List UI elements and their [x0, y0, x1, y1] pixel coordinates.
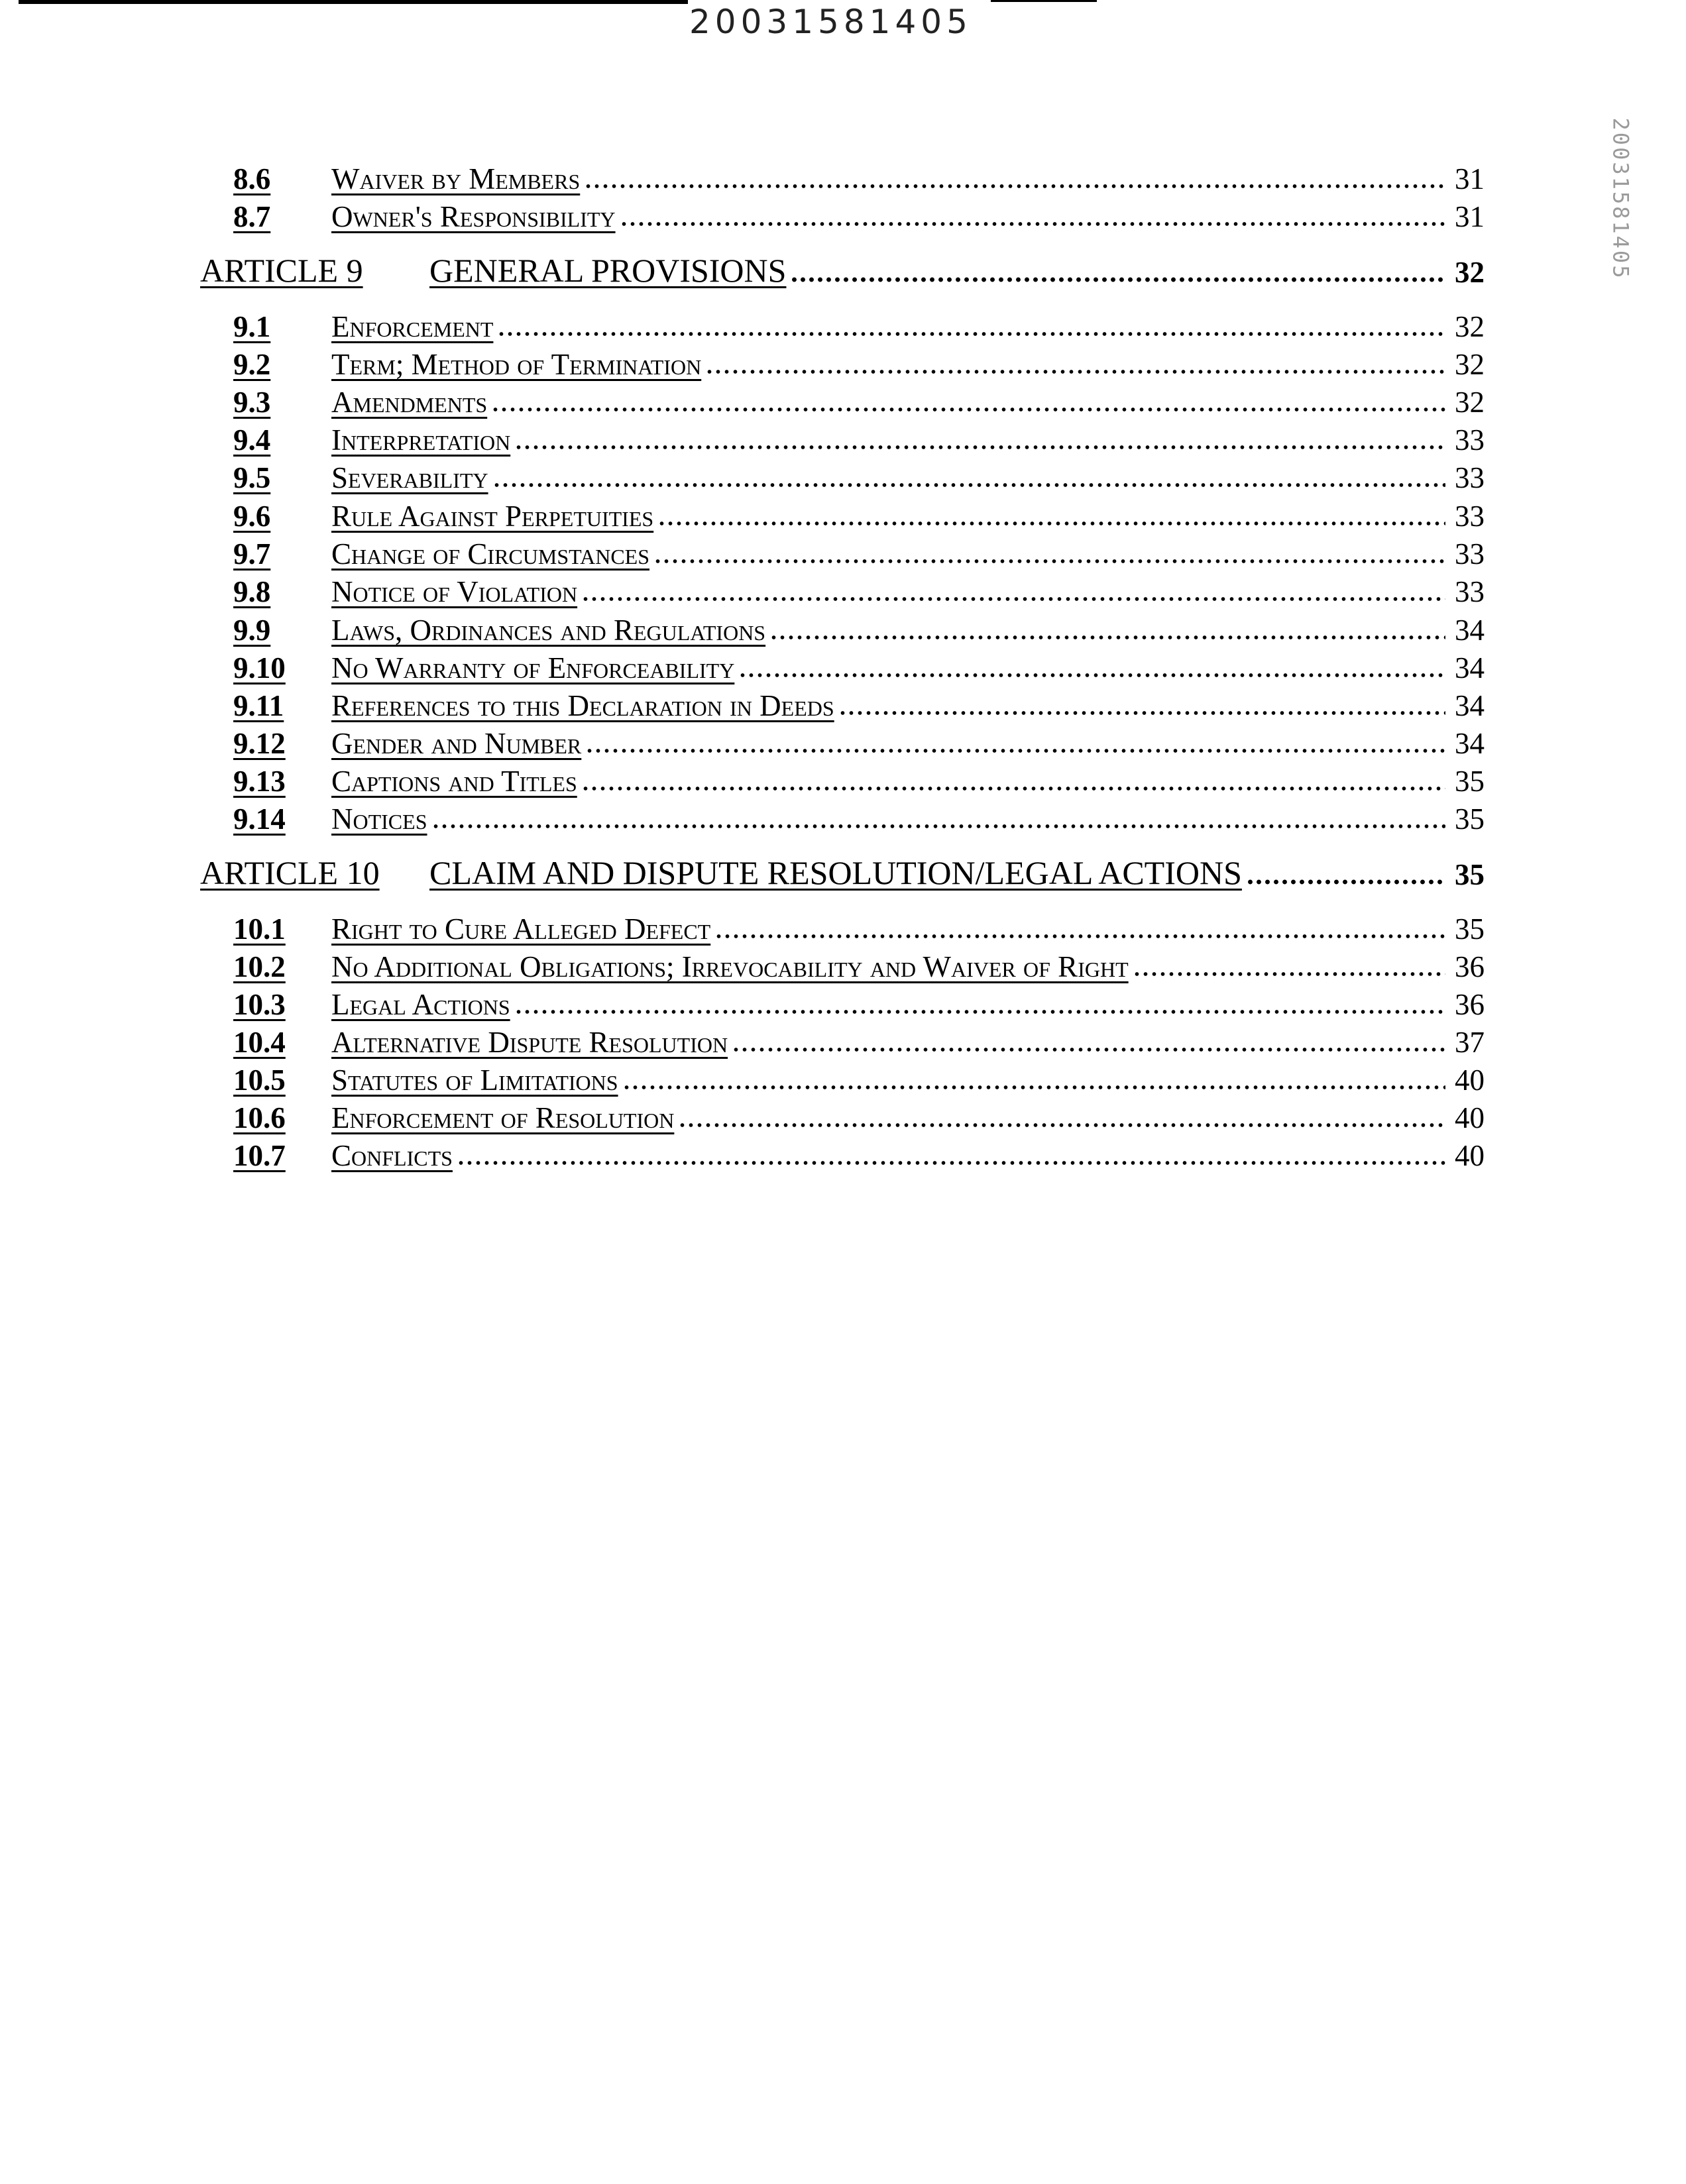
toc-entry-title: Waiver by Members	[331, 162, 581, 195]
toc-entry-leader-line	[331, 687, 1485, 723]
dot-leader	[769, 634, 1445, 641]
toc-entry-leader-line	[331, 1024, 1485, 1060]
toc-entry-number: 9.10	[233, 651, 286, 684]
toc-entry-leader-line	[331, 573, 1485, 609]
dot-leader	[738, 672, 1445, 679]
toc-section-row	[0, 1062, 1686, 1100]
dot-leader	[705, 368, 1445, 375]
toc-section-row	[0, 573, 1686, 612]
side-stamp-text: 20031581405	[1608, 117, 1634, 280]
dot-leader	[622, 1084, 1445, 1091]
toc-section-row	[0, 198, 1686, 237]
toc-entry-number: 9.4	[233, 423, 271, 457]
toc-entry-title: Statutes of Limitations	[331, 1064, 618, 1097]
toc-entry-page-number: 33	[1455, 423, 1485, 457]
toc-entry-title: Gender and Number	[331, 727, 582, 760]
toc-entry-leader-line	[331, 800, 1485, 836]
dot-leader	[492, 482, 1445, 488]
toc-section-row	[0, 1137, 1686, 1175]
toc-entry-title: Enforcement of Resolution	[331, 1101, 675, 1134]
toc-entry-leader-line	[331, 498, 1485, 533]
toc-entry-title: Severability	[331, 461, 488, 494]
toc-entry-number: 9.6	[233, 500, 271, 533]
toc-entry-title: Alternative Dispute Resolution	[331, 1026, 728, 1059]
toc-entry-page-number: 37	[1455, 1026, 1485, 1059]
toc-entry-page-number: 35	[1455, 802, 1485, 836]
toc-entry-page-number: 35	[1455, 912, 1485, 946]
toc-entry-page-number: 32	[1455, 386, 1485, 419]
toc-entry-leader-line	[331, 308, 1485, 344]
toc-section-row	[0, 160, 1686, 199]
top-rule	[19, 0, 688, 4]
toc-entry-title: No Additional Obligations; Irrevocability and Waiver of Right	[331, 950, 1129, 983]
toc-section-row	[0, 687, 1686, 726]
toc-entry-number: 10.2	[233, 950, 286, 983]
dot-leader	[620, 221, 1445, 227]
toc-entry-number: 9.3	[233, 386, 271, 419]
toc-entry-title: Owner's Responsibility	[331, 200, 616, 233]
toc-entry-number: 9.7	[233, 537, 271, 571]
toc-entry-page-number: 40	[1455, 1139, 1485, 1172]
toc-entry-leader-line	[331, 384, 1485, 419]
toc-entry-number: 10.6	[233, 1101, 286, 1134]
toc-entry-page-number: 40	[1455, 1101, 1485, 1134]
toc-entry-page-number: 36	[1455, 950, 1485, 983]
toc-entry-title: Enforcement	[331, 310, 494, 343]
toc-section-row	[0, 1099, 1686, 1138]
toc-entry-leader-line	[331, 1137, 1485, 1173]
toc-entry-leader-line	[331, 986, 1485, 1022]
toc-entry-page-number: 34	[1455, 651, 1485, 684]
dot-leader	[581, 785, 1445, 792]
toc-section-row	[0, 1024, 1686, 1062]
toc-entry-leader-line	[331, 649, 1485, 685]
toc-entry-page-number: 32	[1455, 348, 1485, 381]
toc-entry-title: Notices	[331, 802, 427, 836]
dot-leader	[581, 596, 1445, 602]
toc-entry-title: Interpretation	[331, 423, 511, 457]
toc-section-row	[0, 763, 1686, 801]
toc-entry-leader-line	[331, 763, 1485, 798]
toc-entry-leader-line	[429, 254, 1485, 290]
toc-entry-page-number: 34	[1455, 614, 1485, 647]
toc-entry-number: 9.8	[233, 575, 271, 608]
toc-entry-page-number: 34	[1455, 689, 1485, 722]
toc-entry-leader-line	[331, 459, 1485, 495]
toc-section-row	[0, 948, 1686, 987]
toc-section-row	[0, 421, 1686, 460]
toc-entry-number: 9.9	[233, 614, 271, 647]
toc-entry-page-number: 35	[1455, 858, 1485, 891]
toc-entry-title: Conflicts	[331, 1139, 453, 1172]
toc-entry-number: 9.5	[233, 461, 271, 494]
toc-entry-title: CLAIM AND DISPUTE RESOLUTION/LEGAL ACTIONS	[429, 854, 1242, 891]
toc-entry-number: 10.3	[233, 988, 286, 1021]
toc-entry-number: 10.1	[233, 912, 286, 946]
toc-entry-leader-line	[331, 198, 1485, 234]
toc-entry-number: ARTICLE 9	[200, 252, 363, 289]
toc-entry-leader-line	[331, 1099, 1485, 1135]
dot-leader	[584, 183, 1445, 190]
toc-entry-leader-line	[429, 856, 1485, 892]
dot-leader	[838, 710, 1445, 716]
toc-entry-leader-line	[331, 421, 1485, 457]
toc-entry-page-number: 33	[1455, 461, 1485, 494]
toc-entry-number: 9.1	[233, 310, 271, 343]
toc-entry-title: GENERAL PROVISIONS	[429, 252, 787, 289]
toc-section-row	[0, 346, 1686, 384]
toc-entry-number: 9.14	[233, 802, 286, 836]
dot-leader	[514, 444, 1445, 451]
toc-entry-title: Rule Against Perpetuities	[331, 500, 654, 533]
toc-entry-title: Term; Method of Termination	[331, 348, 702, 381]
toc-entry-leader-line	[331, 910, 1485, 946]
toc-entry-leader-line	[331, 725, 1485, 761]
toc-entry-page-number: 34	[1455, 727, 1485, 760]
toc-entry-page-number: 33	[1455, 537, 1485, 571]
toc-section-row	[0, 535, 1686, 574]
toc-entry-leader-line	[331, 346, 1485, 382]
dot-leader	[653, 558, 1445, 565]
toc-entry-page-number: 40	[1455, 1064, 1485, 1097]
dot-leader	[491, 406, 1445, 413]
toc-entry-leader-line	[331, 948, 1485, 984]
toc-entry-title: Notice of Violation	[331, 575, 578, 608]
toc-entry-page-number: 36	[1455, 988, 1485, 1021]
toc-section-row	[0, 498, 1686, 536]
toc-entry-page-number: 32	[1455, 256, 1485, 289]
toc-entry-number: 9.2	[233, 348, 271, 381]
toc-entry-page-number: 35	[1455, 765, 1485, 798]
toc-entry-title: Change of Circumstances	[331, 537, 650, 571]
toc-entry-title: Legal Actions	[331, 988, 510, 1021]
toc-entry-number: 8.6	[233, 162, 271, 195]
toc-section-row	[0, 986, 1686, 1024]
top-rule-right	[991, 0, 1097, 2]
dot-leader	[497, 331, 1445, 337]
dot-leader	[732, 1046, 1445, 1053]
dot-leader	[457, 1160, 1445, 1166]
dot-leader	[1246, 879, 1445, 885]
toc-article-row	[0, 856, 1686, 895]
document-number: 20031581405	[689, 3, 972, 41]
toc-section-row	[0, 459, 1686, 498]
toc-entry-number: 9.13	[233, 765, 286, 798]
toc-entry-page-number: 33	[1455, 500, 1485, 533]
dot-leader	[790, 276, 1445, 283]
toc-section-row	[0, 910, 1686, 949]
dot-leader	[657, 520, 1445, 527]
toc-entry-number: ARTICLE 10	[200, 854, 380, 891]
toc-entry-title: No Warranty of Enforceability	[331, 651, 735, 684]
toc-entry-leader-line	[331, 612, 1485, 647]
toc-entry-title: Right to Cure Alleged Defect	[331, 912, 711, 946]
dot-leader	[1133, 971, 1445, 977]
toc-entry-number: 9.11	[233, 689, 284, 722]
toc-entry-page-number: 33	[1455, 575, 1485, 608]
toc-entry-number: 9.12	[233, 727, 286, 760]
toc-section-row	[0, 800, 1686, 839]
dot-leader	[514, 1009, 1445, 1015]
toc-entry-number: 10.4	[233, 1026, 286, 1059]
toc-entry-number: 10.5	[233, 1064, 286, 1097]
toc-section-row	[0, 649, 1686, 688]
toc-article-row	[0, 254, 1686, 292]
dot-leader	[431, 823, 1446, 830]
toc-entry-title: Captions and Titles	[331, 765, 577, 798]
dot-leader	[585, 747, 1445, 754]
toc-entry-leader-line	[331, 535, 1485, 571]
toc-entry-page-number: 31	[1455, 200, 1485, 233]
toc-entry-title: Laws, Ordinances and Regulations	[331, 614, 766, 647]
toc-entry-page-number: 32	[1455, 310, 1485, 343]
dot-leader	[714, 933, 1445, 940]
toc-section-row	[0, 308, 1686, 347]
toc-entry-leader-line	[331, 1062, 1485, 1097]
toc-section-row	[0, 384, 1686, 422]
toc-section-row	[0, 725, 1686, 763]
dot-leader	[678, 1122, 1445, 1128]
toc-entry-leader-line	[331, 160, 1485, 196]
toc-section-row	[0, 612, 1686, 650]
toc-entry-number: 10.7	[233, 1139, 286, 1172]
toc-entry-title: Amendments	[331, 386, 488, 419]
toc-entry-page-number: 31	[1455, 162, 1485, 195]
toc-entry-number: 8.7	[233, 200, 271, 233]
toc-entry-title: References to this Declaration in Deeds	[331, 689, 834, 722]
